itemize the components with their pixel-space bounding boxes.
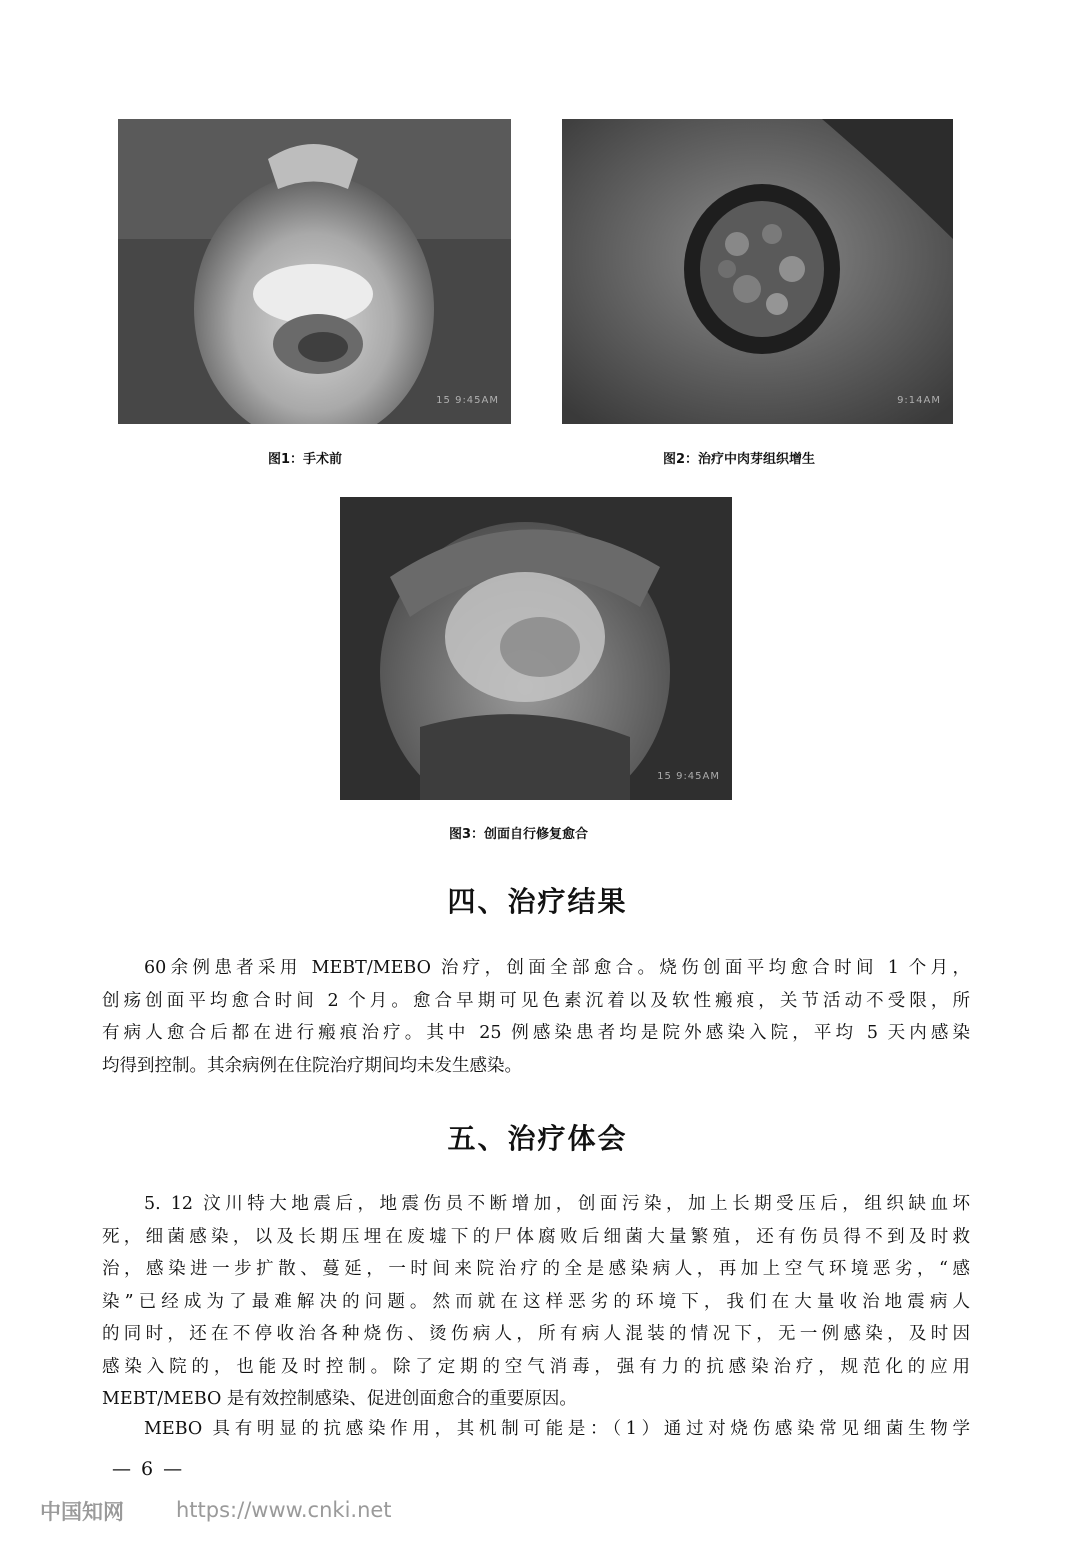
section-5-paragraph-2 (102, 1413, 970, 1446)
text-line: 60余例患者采用 MEBT/MEBO 治疗，创面全部愈合。烧伤创面平均愈合时间 1 个月， (144, 958, 970, 978)
figure-2-photo (562, 119, 953, 424)
text-line: 死，细菌感染，以及长期压埋在废墟下的尸体腐败后细菌大量繁殖，还有伤员得不到及时救 (102, 1226, 970, 1247)
photo-timestamp: 15 9:45AM (436, 395, 499, 406)
text-line: 治，感染进一步扩散、蔓延，一时间来院治疗的全是感染病人，再加上空气环境恶劣，“感 (102, 1259, 970, 1279)
text-line: 感染入院的，也能及时控制。除了定期的空气消毒，强有力的抗感染治疗，规范化的应用 (102, 1356, 970, 1377)
text-line: MEBT/MEBO 是有效控制感染、促进创面愈合的重要原因。 (102, 1389, 577, 1409)
footer-brand-logo: 中国知网 (40, 1500, 124, 1524)
figure-3-photo (340, 497, 732, 800)
text-line: MEBO 具有明显的抗感染作用，其机制可能是：（1）通过对烧伤感染常见细菌生物学 (144, 1419, 970, 1439)
text-line: 的同时，还在不停收治各种烧伤、烫伤病人，所有病人混装的情况下，无一例感染，及时因 (102, 1324, 970, 1344)
section-4-paragraph (102, 952, 970, 1082)
section-5-heading: 五、治疗体会 (447, 1122, 628, 1155)
text-line: 染”已经成为了最难解决的问题。然而就在这样恶劣的环境下，我们在大量收治地震病人 (102, 1291, 970, 1312)
text-line: 创疡创面平均愈合时间 2 个月。愈合早期可见色素沉着以及软性瘢痕，关节活动不受限，所 (102, 990, 970, 1011)
photo-timestamp: 9:14AM (897, 395, 941, 406)
figure-1-photo (118, 119, 511, 424)
section-5-paragraph (102, 1188, 970, 1416)
figure-1-caption: 图1：手术前 (268, 452, 343, 467)
text-line: 5. 12 汶川特大地震后，地震伤员不断增加，创面污染，加上长期受压后，组织缺血坏 (144, 1194, 970, 1214)
footer-url-link[interactable]: https://www.cnki.net (176, 1498, 392, 1522)
page-number: — 6 — (112, 1458, 185, 1480)
text-line: 有病人愈合后都在进行瘢痕治疗。其中 25 例感染患者均是院外感染入院，平均 5 天内感染 (102, 1023, 970, 1043)
photo-timestamp: 15 9:45AM (657, 771, 720, 782)
figure-2-caption: 图2：治疗中肉芽组织增生 (663, 452, 816, 467)
figure-3-caption: 图3：创面自行修复愈合 (449, 827, 589, 842)
section-4-heading: 四、治疗结果 (447, 885, 628, 918)
text-line: 均得到控制。其余病例在住院治疗期间均未发生感染。 (102, 1055, 522, 1076)
